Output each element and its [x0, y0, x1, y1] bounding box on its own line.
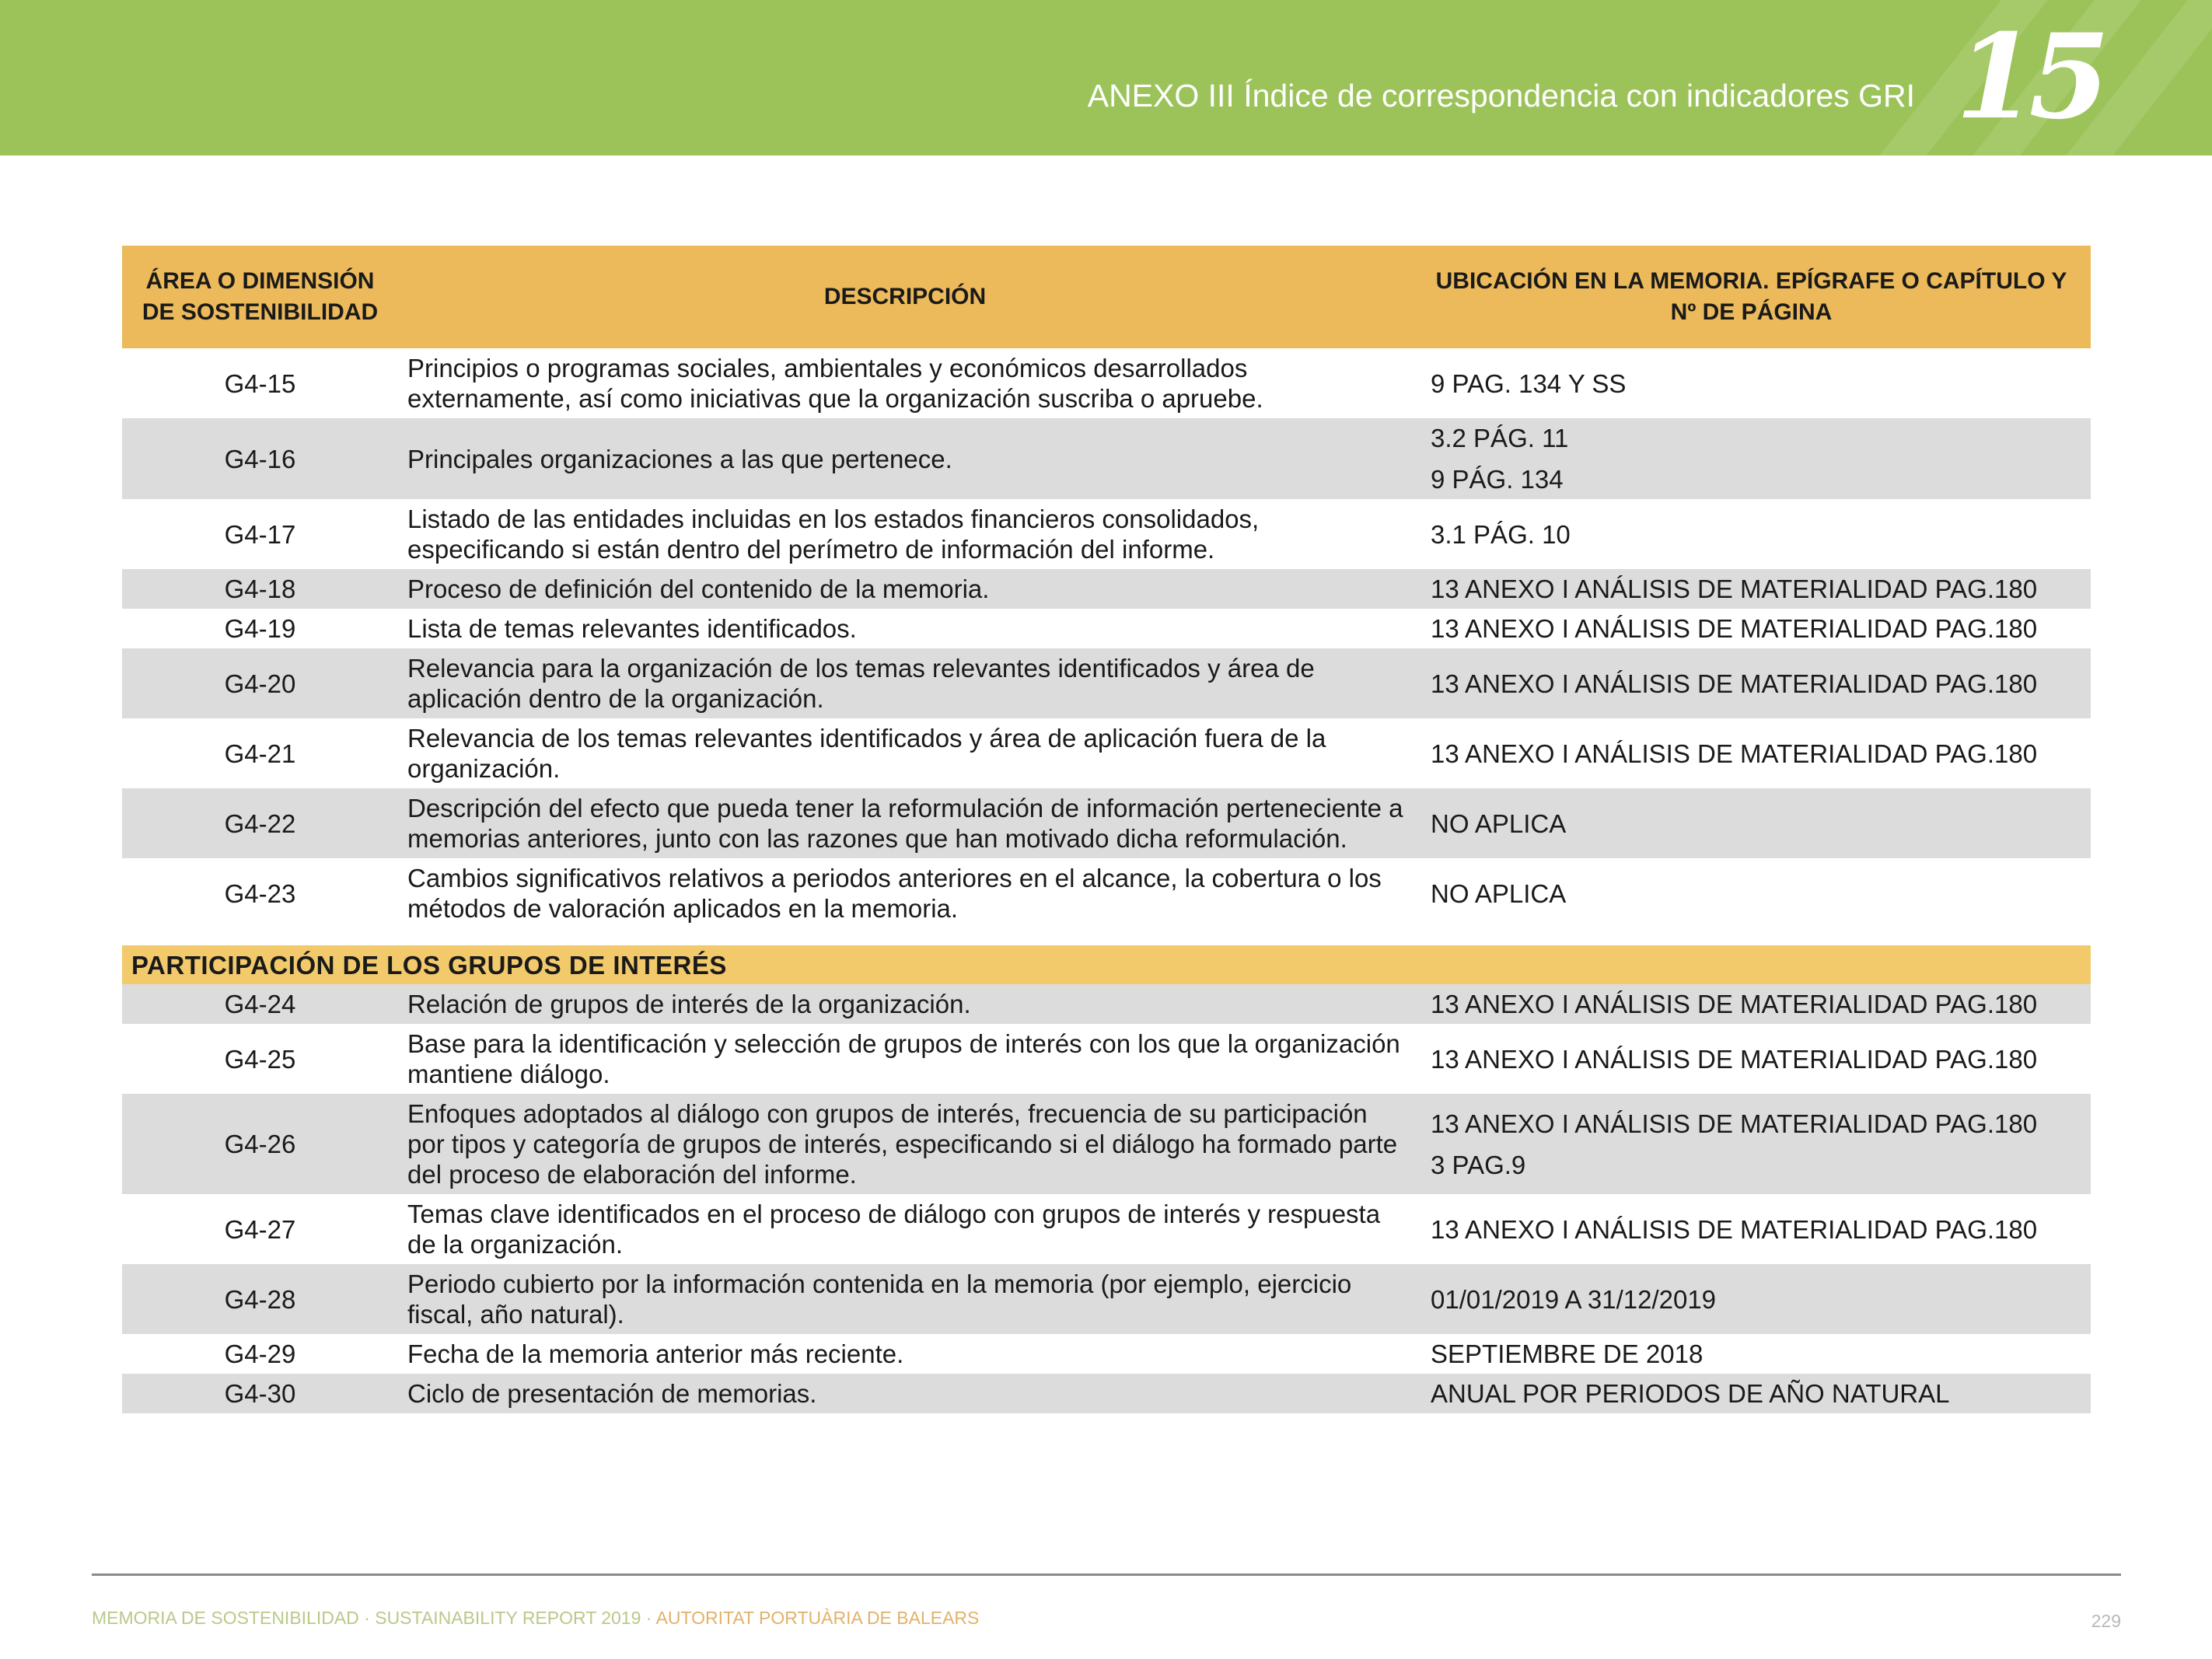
indicator-description: Base para la identificación y selección de grupos de interés con los que la organización mantiene diálogo.	[398, 1024, 1412, 1094]
location-entry: 3 PAG.9	[1431, 1150, 1526, 1179]
report-location	[1412, 648, 2091, 718]
indicator-code: G4-17	[122, 499, 398, 569]
table-row	[122, 1374, 2091, 1413]
location-entry: 3.2 PÁG. 11	[1431, 424, 1569, 452]
indicator-code: G4-15	[122, 348, 398, 418]
table-section-break	[122, 928, 2091, 984]
report-location	[1412, 1094, 2091, 1194]
report-location	[1412, 609, 2091, 648]
indicator-description: Relación de grupos de interés de la organización.	[398, 984, 1412, 1024]
section-title: PARTICIPACIÓN DE LOS GRUPOS DE INTERÉS	[122, 945, 2091, 984]
indicator-description: Cambios significativos relativos a periodos anteriores en el alcance, la cobertura o los métodos de valoración aplicados en la memoria.	[398, 858, 1412, 928]
footer-report-title: MEMORIA DE SOSTENIBILIDAD · SUSTAINABILITY REPORT 2019 ·	[92, 1608, 656, 1628]
location-entry: SEPTIEMBRE DE 2018	[1431, 1339, 1704, 1368]
table-row	[122, 718, 2091, 788]
indicator-code: G4-18	[122, 569, 398, 609]
indicator-code: G4-28	[122, 1264, 398, 1334]
report-location	[1412, 1024, 2091, 1094]
location-entry: 13 ANEXO I ANÁLISIS DE MATERIALIDAD PAG.180	[1431, 614, 2038, 643]
location-entry: 13 ANEXO I ANÁLISIS DE MATERIALIDAD PAG.180	[1431, 990, 2038, 1018]
indicator-description: Listado de las entidades incluidas en los estados financieros consolidados, especificando si están dentro del perímetro de información del informe.	[398, 499, 1412, 569]
table-row	[122, 418, 2091, 499]
table-row	[122, 609, 2091, 648]
section-spacer	[122, 928, 2091, 945]
indicator-description: Ciclo de presentación de memorias.	[398, 1374, 1412, 1413]
report-location	[1412, 1374, 2091, 1413]
indicator-description: Fecha de la memoria anterior más reciente.	[398, 1334, 1412, 1374]
indicator-description: Principales organizaciones a las que pertenece.	[398, 418, 1412, 499]
indicator-description: Relevancia para la organización de los temas relevantes identificados y área de aplicación dentro de la organización.	[398, 648, 1412, 718]
indicator-description: Descripción del efecto que pueda tener la reformulación de información perteneciente a memorias anteriores, junto con las razones que han motivado dicha reformulación.	[398, 788, 1412, 858]
report-location	[1412, 569, 2091, 609]
indicator-description: Enfoques adoptados al diálogo con grupos de interés, frecuencia de su participación por tipos y categoría de grupos de interés, especificando si el diálogo ha formado parte del proceso de elaboración del informe.	[398, 1094, 1412, 1194]
indicator-code: G4-19	[122, 609, 398, 648]
footer-organization: AUTORITAT PORTUÀRIA DE BALEARS	[655, 1608, 980, 1628]
location-entry: 13 ANEXO I ANÁLISIS DE MATERIALIDAD PAG.180	[1431, 669, 2038, 698]
report-location	[1412, 1334, 2091, 1374]
table-body-general	[122, 348, 2091, 928]
indicator-code: G4-30	[122, 1374, 398, 1413]
report-location	[1412, 788, 2091, 858]
report-location	[1412, 858, 2091, 928]
column-header-description: DESCRIPCIÓN	[398, 246, 1412, 348]
indicator-code: G4-20	[122, 648, 398, 718]
report-location	[1412, 1264, 2091, 1334]
location-entry: ANUAL POR PERIODOS DE AÑO NATURAL	[1431, 1379, 1950, 1408]
indicator-description: Principios o programas sociales, ambientales y económicos desarrollados externamente, así como iniciativas que la organización suscriba o apruebe.	[398, 348, 1412, 418]
report-location	[1412, 1194, 2091, 1264]
indicator-description: Proceso de definición del contenido de la memoria.	[398, 569, 1412, 609]
location-entry: 13 ANEXO I ANÁLISIS DE MATERIALIDAD PAG.180	[1431, 1214, 2038, 1244]
report-location	[1412, 718, 2091, 788]
location-entry: 01/01/2019 A 31/12/2019	[1431, 1284, 1717, 1314]
indicator-code: G4-24	[122, 984, 398, 1024]
location-entry: 13 ANEXO I ANÁLISIS DE MATERIALIDAD PAG.180	[1431, 739, 2038, 768]
table-row	[122, 788, 2091, 858]
table-row	[122, 1264, 2091, 1334]
table-row	[122, 1024, 2091, 1094]
table-row	[122, 1334, 2091, 1374]
indicator-code: G4-22	[122, 788, 398, 858]
indicator-description: Periodo cubierto por la información contenida en la memoria (por ejemplo, ejercicio fiscal, año natural).	[398, 1264, 1412, 1334]
footer-text	[92, 1608, 979, 1629]
table-row	[122, 1194, 2091, 1264]
indicator-code: G4-23	[122, 858, 398, 928]
table-row	[122, 648, 2091, 718]
location-entry: 9 PAG. 134 Y SS	[1431, 368, 1627, 398]
table-row	[122, 858, 2091, 928]
table-body-stakeholders	[122, 984, 2091, 1413]
indicator-description: Temas clave identificados en el proceso de diálogo con grupos de interés y respuesta de la organización.	[398, 1194, 1412, 1264]
indicator-code: G4-25	[122, 1024, 398, 1094]
location-entry: 9 PÁG. 134	[1431, 465, 1564, 494]
page-title: ANEXO III Índice de correspondencia con indicadores GRI	[1087, 78, 1915, 114]
report-location	[1412, 418, 2091, 499]
column-header-location: UBICACIÓN EN LA MEMORIA. EPÍGRAFE O CAPÍTULO Y Nº DE PÁGINA	[1412, 246, 2091, 348]
page-header	[0, 0, 2212, 155]
chapter-number: 15	[1955, 9, 2102, 145]
indicator-description: Relevancia de los temas relevantes identificados y área de aplicación fuera de la organización.	[398, 718, 1412, 788]
location-entry: 13 ANEXO I ANÁLISIS DE MATERIALIDAD PAG.180	[1431, 1044, 2038, 1074]
table-header-row	[122, 246, 2091, 348]
page-number: 229	[2091, 1611, 2121, 1631]
column-header-area: ÁREA O DIMENSIÓN DE SOSTENIBILIDAD	[122, 246, 398, 348]
report-location	[1412, 348, 2091, 418]
table-row	[122, 569, 2091, 609]
indicator-code: G4-16	[122, 418, 398, 499]
section-header-row	[122, 945, 2091, 984]
location-entry: 3.1 PÁG. 10	[1431, 519, 1571, 549]
footer-divider	[92, 1573, 2121, 1576]
table-row	[122, 499, 2091, 569]
report-location	[1412, 499, 2091, 569]
indicator-code: G4-29	[122, 1334, 398, 1374]
report-location	[1412, 984, 2091, 1024]
table-row	[122, 1094, 2091, 1194]
table-row	[122, 984, 2091, 1024]
location-entry: NO APLICA	[1431, 809, 1567, 838]
location-entry: 13 ANEXO I ANÁLISIS DE MATERIALIDAD PAG.180	[1431, 1109, 2038, 1138]
table-row	[122, 348, 2091, 418]
gri-index-table	[122, 246, 2091, 1413]
indicator-code: G4-21	[122, 718, 398, 788]
indicator-code: G4-26	[122, 1094, 398, 1194]
indicator-description: Lista de temas relevantes identificados.	[398, 609, 1412, 648]
location-entry: NO APLICA	[1431, 878, 1567, 908]
indicator-code: G4-27	[122, 1194, 398, 1264]
location-entry: 13 ANEXO I ANÁLISIS DE MATERIALIDAD PAG.180	[1431, 575, 2038, 603]
